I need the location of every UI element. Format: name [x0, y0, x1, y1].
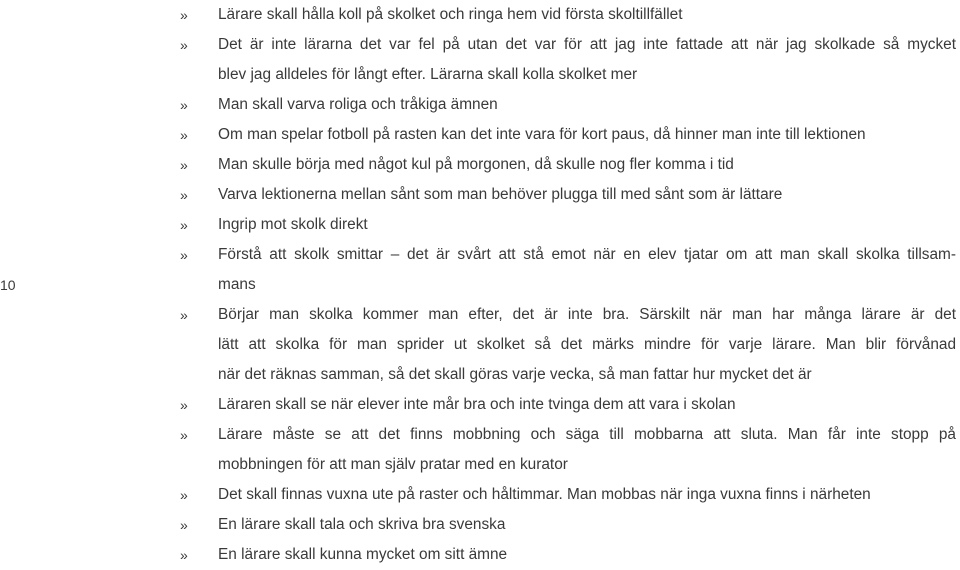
bullet-marker: »: [180, 487, 188, 503]
list-item-line: när det räknas samman, så det skall göras varje vecka, så man fattar hur mycket det är: [218, 366, 812, 383]
list-item-line: Lärare måste se att det finns mobbning och säga till mobbarna att sluta. Man får inte stopp på: [218, 426, 956, 443]
list-item-line: Man skulle börja med något kul på morgonen, då skulle nog fler komma i tid: [218, 156, 734, 173]
list-item-line: Det skall finnas vuxna ute på raster och håltimmar. Man mobbas när inga vuxna finns i närheten: [218, 486, 871, 503]
list-item: [176, 150, 960, 180]
bullet-marker: »: [180, 427, 188, 443]
list-item: [176, 390, 960, 420]
list-item-line: blev jag alldeles för långt efter. Lärarna skall kolla skolket mer: [218, 66, 638, 83]
bullet-marker: »: [180, 127, 188, 143]
bullet-marker: »: [180, 307, 188, 323]
bullet-marker: »: [180, 517, 188, 533]
list-item-line: Förstå att skolk smittar – det är svårt att stå emot när en elev tjatar om att man skall skolka tillsam-: [218, 246, 956, 263]
list-item-line: Börjar man skolka kommer man efter, det är inte bra. Särskilt när man har många lärare är det: [218, 306, 956, 323]
page-number: 10: [0, 277, 16, 293]
list-item: [176, 180, 960, 210]
bullet-marker: »: [180, 37, 188, 53]
bullet-marker: »: [180, 217, 188, 233]
list-item-line: Om man spelar fotboll på rasten kan det inte vara för kort paus, då hinner man inte till lektionen: [218, 126, 866, 143]
list-item-line: Det är inte lärarna det var fel på utan det var för att jag inte fattade att när jag skolkade så mycket: [218, 36, 956, 53]
bullet-marker: »: [180, 547, 188, 563]
list-item-line: mobbningen för att man själv pratar med en kurator: [218, 456, 568, 473]
list-item-line: mans: [218, 276, 256, 293]
list-item-line: En lärare skall kunna mycket om sitt ämne: [218, 546, 508, 563]
bullet-marker: »: [180, 157, 188, 173]
list-item-line: Lärare skall hålla koll på skolket och ringa hem vid första skoltillfället: [218, 6, 683, 23]
list-item-line: Ingrip mot skolk direkt: [218, 216, 368, 233]
list-item: [176, 120, 960, 150]
list-item: [176, 480, 960, 510]
list-item: [176, 210, 960, 240]
bullet-marker: »: [180, 397, 188, 413]
list-item: [176, 420, 960, 480]
list-item-line: lätt att skolka för man sprider ut skolket så det märks mindre för varje lärare. Man blir förvånad: [218, 336, 956, 353]
list-item-line: Man skall varva roliga och tråkiga ämnen: [218, 96, 498, 113]
list-item-line: Läraren skall se när elever inte mår bra och inte tvinga dem att vara i skolan: [218, 396, 736, 413]
list-item: [176, 30, 960, 90]
list-item: [176, 0, 960, 30]
list-item: [176, 240, 960, 300]
bullet-list: [176, 0, 960, 570]
bullet-marker: »: [180, 247, 188, 263]
list-item-line: En lärare skall tala och skriva bra svenska: [218, 516, 506, 533]
list-item: [176, 540, 960, 570]
bullet-marker: »: [180, 187, 188, 203]
list-item: [176, 90, 960, 120]
bullet-marker: »: [180, 97, 188, 113]
list-item-line: Varva lektionerna mellan sånt som man behöver plugga till med sånt som är lättare: [218, 186, 783, 203]
list-item: [176, 510, 960, 540]
list-item: [176, 300, 960, 390]
bullet-marker: »: [180, 7, 188, 23]
